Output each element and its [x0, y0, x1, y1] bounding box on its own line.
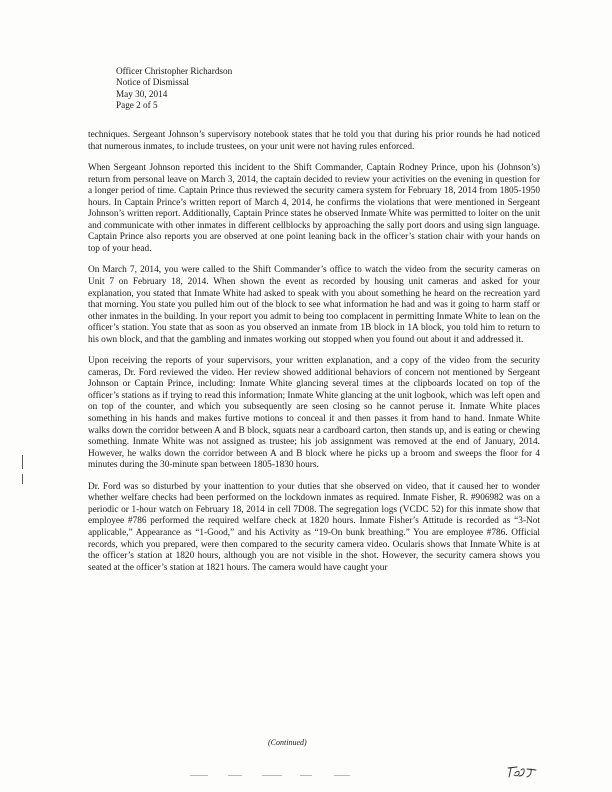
paragraph-2: When Sergeant Johnson reported this incident to the Shift Commander, Captain Rodney Prince, upon his (Johnson’s) return from personal leave on March 3, 2014, the captain decided to review your activities on the evening in question for a longer period of time. Captain Prince thus reviewed the security camera system for February 18, 2014 from 1805-1950 hours. In Captain Prince’s written report of March 4, 2014, he confirms the violations that were mentioned in Sergeant Johnson’s written report. Additionally, Captain Prince states he observed Inmate White was permitted to loiter on the unit and communicate with other inmates in different cellblocks by approaching the sally port doors and using sign language. Captain Prince also reports you are observed at one point leaning back in the officer’s station chair with your hands on top of your head. — [88, 163, 540, 254]
scan-artifact — [228, 775, 242, 776]
handwritten-initials — [505, 764, 539, 780]
scan-artifact — [262, 775, 282, 776]
letter-header — [116, 66, 232, 111]
margin-mark — [22, 474, 23, 484]
scan-artifact — [334, 775, 350, 776]
letter-body — [88, 130, 540, 584]
scan-artifact — [190, 775, 208, 776]
document-type: Notice of Dismissal — [116, 77, 189, 88]
document-date: May 30, 2014 — [116, 88, 168, 99]
continued-label: (Continued) — [268, 738, 307, 747]
paragraph-3: On March 7, 2014, you were called to the Shift Commander’s office to watch the video from the security cameras on Unit 7 on February 18, 2014. When shown the event as recorded by housing unit cameras and asked for your explanation, you stated that Inmate White had asked to speak with you about something he heard on the recreation yard that morning. You state you pulled him out of the block to see what information he had and was it going to harm staff or other inmates in the building. In your report you admit to being too complacent in permitting Inmate White to lean on the officer’s station. You state that as soon as you observed an inmate from 1B block in 1A block, you told him to return to his own block, and that the gambling and inmates working out stopped when you found out about it and addressed it. — [88, 265, 540, 345]
margin-mark — [22, 455, 23, 469]
page-number: Page 2 of 5 — [116, 99, 158, 110]
recipient-name: Officer Christopher Richardson — [116, 66, 233, 76]
paragraph-5: Dr. Ford was so disturbed by your inattention to your duties that she observed on video, that it caused her to wonder whether welfare checks had been performed on the lockdown inmates as required. Inmate Fisher, R. #906982 was on a periodic or 1-hour watch on February 18, 2014 in cell 7D08. The segregation logs (VCDC 52) for this inmate show that employee #786 performed the required welfare check at 1820 hours. Inmate Fisher’s Attitude is recorded as “3-Not applicable,” Appearance as “1-Good,” and his Activity as “19-On bunk breathing.” You are employee #786. Official records, which you prepared, were then compared to the security camera video. Ocularis shows that Inmate White is at the officer’s station at 1820 hours, although you are not visible in the shot. However, the security camera shows you seated at the officer’s station at 1821 hours. The camera would have caught your — [88, 481, 540, 573]
scan-artifact — [300, 775, 312, 776]
paragraph-1: techniques. Sergeant Johnson’s supervisory notebook states that he told you that during his prior rounds he had noticed that numerous inmates, to include trustees, on your unit were not having rules enforced. — [88, 130, 540, 152]
paragraph-4: Upon receiving the reports of your supervisors, your written explanation, and a copy of the video from the security cameras, Dr. Ford reviewed the video. Her review showed additional behaviors of concern not mentioned by Sergeant Johnson or Captain Prince, including: Inmate White glancing several times at the clipboards located on top of the officer’s stations as if trying to read this information; Inmate White glancing at the unit logbook, which was left open and on top of the counter, and which you subsequently are seen closing so he cannot peruse it. Inmate White places something in his hands and makes furtive motions to conceal it and then passes it from hand to hand. Inmate White walks down the corridor between A and B block, squats near a cardboard carton, then stands up, and is eating or chewing something. Inmate White was not assigned as trustee; his job assignment was removed at the end of January, 2014. However, he walks down the corridor between A and B block where he picks up a broom and sweeps the floor for 4 minutes during the 30-minute span between 1805-1830 hours. — [88, 356, 540, 471]
